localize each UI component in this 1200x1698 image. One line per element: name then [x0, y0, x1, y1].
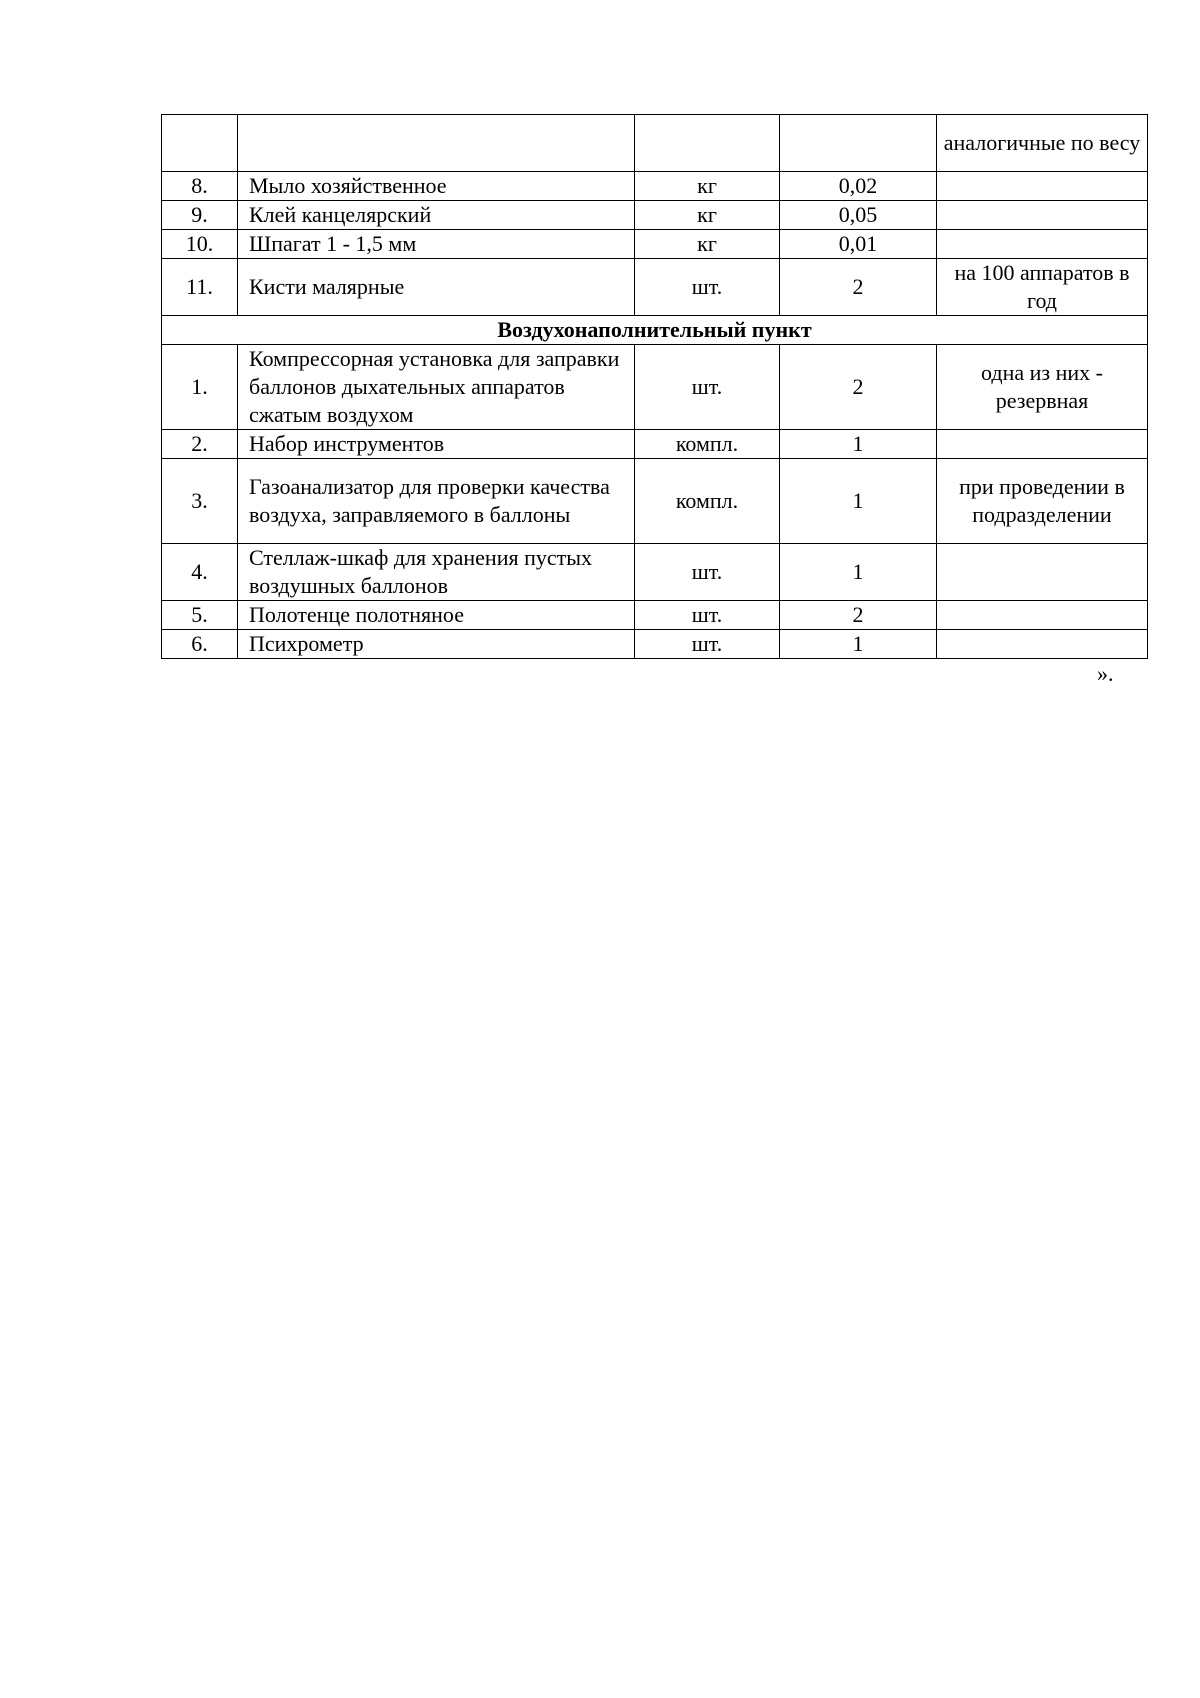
item-unit: компл.: [635, 459, 780, 544]
item-quantity: 2: [780, 345, 937, 430]
item-note: [937, 430, 1148, 459]
row-number: 10.: [162, 230, 238, 259]
item-name: Шпагат 1 - 1,5 мм: [238, 230, 635, 259]
item-note: [937, 201, 1148, 230]
table-row: [162, 630, 1148, 659]
item-quantity: 0,01: [780, 230, 937, 259]
table-row: [162, 172, 1148, 201]
row-number: [162, 115, 238, 172]
table-row: [162, 544, 1148, 601]
item-note: [937, 172, 1148, 201]
equipment-table: [161, 114, 1148, 659]
item-quantity: 2: [780, 601, 937, 630]
table-row: [162, 201, 1148, 230]
item-quantity: [780, 115, 937, 172]
table-row: [162, 430, 1148, 459]
item-name: [238, 115, 635, 172]
section-title: Воздухонаполнительный пункт: [162, 316, 1148, 345]
table-row: [162, 459, 1148, 544]
item-name: Клей канцелярский: [238, 201, 635, 230]
item-note: аналогичные по весу: [937, 115, 1148, 172]
table-row: [162, 601, 1148, 630]
item-unit: кг: [635, 201, 780, 230]
item-quantity: 0,02: [780, 172, 937, 201]
item-name: Мыло хозяйственное: [238, 172, 635, 201]
item-unit: шт.: [635, 345, 780, 430]
item-name: Газоанализатор для проверки качества воздуха, заправляемого в баллоны: [238, 459, 635, 544]
item-quantity: 1: [780, 630, 937, 659]
row-number: 5.: [162, 601, 238, 630]
item-name: Стеллаж-шкаф для хранения пустых воздушных баллонов: [238, 544, 635, 601]
table-row: [162, 345, 1148, 430]
item-quantity: 1: [780, 459, 937, 544]
row-number: 11.: [162, 259, 238, 316]
row-number: 8.: [162, 172, 238, 201]
row-number: 6.: [162, 630, 238, 659]
item-unit: шт.: [635, 544, 780, 601]
item-unit: компл.: [635, 430, 780, 459]
item-note: одна из них - резервная: [937, 345, 1148, 430]
item-note: на 100 аппаратов в год: [937, 259, 1148, 316]
row-number: 4.: [162, 544, 238, 601]
row-number: 3.: [162, 459, 238, 544]
row-number: 9.: [162, 201, 238, 230]
item-unit: шт.: [635, 259, 780, 316]
item-note: [937, 230, 1148, 259]
table-row: [162, 115, 1148, 172]
row-number: 2.: [162, 430, 238, 459]
item-quantity: 0,05: [780, 201, 937, 230]
item-quantity: 1: [780, 430, 937, 459]
item-name: Психрометр: [238, 630, 635, 659]
item-unit: шт.: [635, 601, 780, 630]
closing-quote: ».: [1097, 661, 1114, 686]
item-note: [937, 544, 1148, 601]
item-unit: кг: [635, 230, 780, 259]
section-header-row: [162, 316, 1148, 345]
table-row: [162, 230, 1148, 259]
item-unit: кг: [635, 172, 780, 201]
item-name: Набор инструментов: [238, 430, 635, 459]
item-note: [937, 601, 1148, 630]
table-row: [162, 259, 1148, 316]
item-name: Полотенце полотняное: [238, 601, 635, 630]
item-note: при проведении в подразделении: [937, 459, 1148, 544]
item-quantity: 2: [780, 259, 937, 316]
item-unit: [635, 115, 780, 172]
row-number: 1.: [162, 345, 238, 430]
item-name: Компрессорная установка для заправки баллонов дыхательных аппаратов сжатым воздухом: [238, 345, 635, 430]
item-name: Кисти малярные: [238, 259, 635, 316]
item-quantity: 1: [780, 544, 937, 601]
item-note: [937, 630, 1148, 659]
item-unit: шт.: [635, 630, 780, 659]
